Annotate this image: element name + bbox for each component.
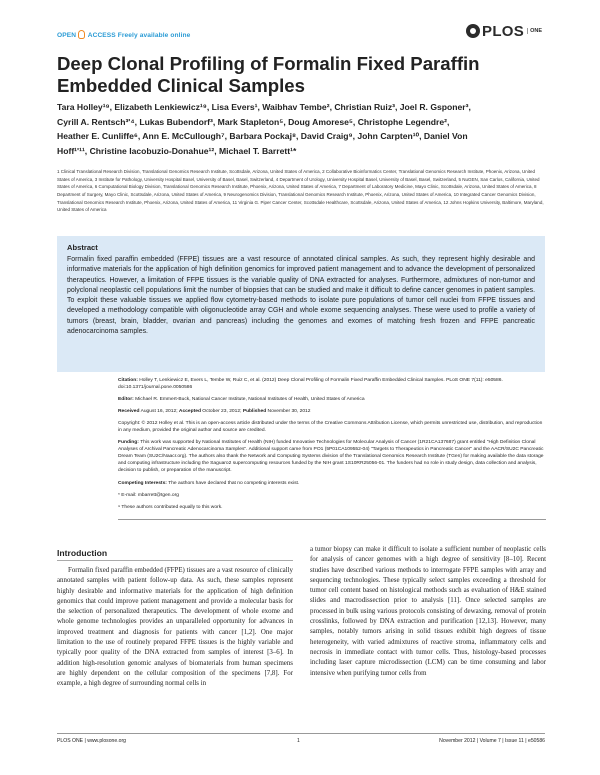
introduction-divider — [57, 560, 293, 561]
journal-logo-suffix: ONE — [527, 28, 542, 34]
introduction-heading: Introduction — [57, 548, 108, 558]
article-title: Deep Clonal Profiling of Formalin Fixed Paraffin Embedded Clinical Samples — [57, 53, 480, 96]
footer-divider — [57, 733, 545, 734]
accepted-label: Accepted — [178, 409, 201, 415]
dates — [118, 408, 546, 415]
editor-label: Editor: — [118, 397, 134, 403]
open-access-icon — [78, 30, 85, 39]
author-line: Heather E. Cunliffe⁶, Ann E. McCullough⁷, Barbara Pockaj⁸, David Craig⁹, John Carpten¹⁰, Daniel Von — [57, 131, 468, 142]
footer-journal: PLOS ONE | www.plosone.org — [57, 738, 126, 744]
funding-label: Funding: — [118, 440, 139, 446]
abstract-heading: Abstract — [67, 243, 98, 252]
citation — [118, 377, 546, 391]
metadata-divider — [118, 519, 546, 520]
journal-logo — [466, 22, 542, 40]
page-number: 1 — [297, 738, 300, 744]
funding — [118, 439, 546, 474]
competing-label: Competing Interests: — [118, 480, 167, 486]
body-paragraph: a tumor biopsy can make it difficult to isolate a sufficient number of neoplastic cells for analysis of cancer genomes with a high degree of sensitivity [8–10]. Recent studies have described various methods to interrogate FFPE samples with array and sequencing technologies. These typically select samples exceeding a threshold for tumor cell content based on histological methods such as evaluation of H&E stained slides and macrodissection prior to analysis [11]. Once selected samples are processed in bulk using various protocols consisting of dewaxing, removal of protein crosslinks, followed by DNA extraction and purification [12,13]. However, many samples, notably tumors arising in solid tissues exhibit high degrees of tissue heterogeneity, with varied admixtures of reactive stroma, inflammatory cells and necrosis in immediate contact with tumor cells. Thus, histology-based processes including laser capture microdissection (LCM) can be time consuming and labor intensive when purifying tumor cells from — [310, 546, 546, 677]
author-line: Tara Holley¹⁹, Elizabeth Lenkiewicz¹⁹, Lisa Evers¹, Waibhav Tembe², Christian Ruiz³, Joel R. Gsponer³, — [57, 102, 471, 112]
published-label: Published — [242, 409, 267, 415]
equal-contribution-note: ⁹ These authors contributed equally to this work. — [118, 504, 223, 510]
plos-logo-icon — [466, 24, 480, 38]
journal-logo-word: PLOS — [482, 22, 525, 40]
abstract-text: Formalin fixed paraffin embedded (FFPE) tissues are a vast resource of annotated clinical samples. As such, they represent highly desirable and informative materials for the application of high definition genomics for improved patient management and to advance the development of personalized therapeutics. However, a limitation of FFPE tissues is the variable quality of DNA extracted for analyses. Furthermore, admixtures of non-tumor and polyclonal neoplastic cell populations limit the number of biopsies that can be studied and make it difficult to define cancer genomes in patient samples. To exploit these valuable tissues we applied flow cytometry-based methods to isolate pure populations of tumor cell nuclei from FFPE tissues and developed a methodology compatible with oligonucleotide array CGH and whole exome sequencing analyses. These were used to profile a variety of tumors (breast, brain, bladder, ovarian and pancreas) including the genomes and exomes of matching fresh frozen and FFPE pancreatic adenocarcinoma samples. — [67, 256, 535, 336]
body-column-right — [310, 545, 546, 679]
copyright: Copyright: © 2012 Holley et al. This is an open-access article distributed under the terms of the Creative Commons Attribution License, which permits unrestricted use, distribution, and reproduction in any medium, provided the original author and source are credited. — [118, 421, 543, 434]
corresponding-email: * E-mail: mbarrett@tgen.org — [118, 492, 179, 498]
footer-issue: November 2012 | Volume 7 | Issue 11 | e50586 — [439, 738, 545, 744]
body-paragraph: Formalin fixed paraffin embedded (FFPE) tissues are a vast resource of clinically annotated samples with patient follow-up data. As such, these samples represent highly desirable and informative materials for the application of high definition genomics that could improve patient management and provide a molecular basis for the selection of personalized therapeutics. The development of whole exome and whole genome technologies provides an unparalleled opportunity for advances in improved treatment and diagnosis for patients with cancer [1,2]. One major limitation to the use of routinely prepared FFPE tissues is the highly variable and typically poor quality of the DNA extracted from samples of interest [3–6]. In addition high-resolution genomic analyses of biomaterials from human specimens are highly dependent on the cellular composition of the specimens [7,8]. For example, a high degree of surrounding normal cells in — [57, 567, 293, 688]
affiliations: 1 Clinical Translational Research Division, Translational Genomics Research Institute, Scottsdale, Arizona, United States of America, 2 Collaborative Bioinformatics Center, Translational Genomics Research Institute, Phoenix, Arizona, United States of America, 3 Institute for Pathology, University Hospital Basel, University of Basel, Basel, Switzerland, 4 Department of Urology, University Hospital Basel, University of Basel, Basel, Switzerland, 5 NuGEN, San Carlos, California, United States of America, 6 Computational Biology Division, Translational Genomics Research Institute, Phoenix, Arizona, United States of America, 7 Department of Laboratory Medicine, Mayo Clinic, Scottsdale, Arizona, United States of America, 8 Department of Surgery, Mayo Clinic, Scottsdale, Arizona, United States of America, 9 Neurogenomics Division, Translational Genomics Research Institute, Phoenix, Arizona, United States of America, 10 Integrated Cancer Genomics Division, Translational Genomics Research Institute, Phoenix, Arizona, United States of America, 11 Virginia G. Piper Cancer Center, Scottsdale Healthcare, Scottsdale, Arizona, United States of America, 12 Johns Hopkins University, Baltimore, Maryland, United States of America — [57, 169, 544, 213]
citation-label: Citation: — [118, 378, 138, 383]
abstract-box — [57, 236, 545, 372]
editor-text: Michael R. Emmert-Buck, National Cancer Institute, National Institutes of Health, United States of America — [135, 397, 365, 403]
received-label: Received — [118, 409, 140, 415]
competing-text: The authors have declared that no competing interests exist. — [168, 480, 300, 486]
accepted-date: October 23, 2012; — [202, 409, 242, 415]
funding-text: This work was supported by National Institutes of Health (NIH) funded Innovative Technologies for Molecular Analysis of Cancer (1R21CA137687) grant entitled "High Definition Clonal Analyses of Archival Pancreatic Adenocarcinoma Samples". Additional support came from PO1 (5P01CA109552-04) "Targets to Therapeutics in Pancreatic Cancer" and the AACR/SU2C Pancreatic Dream Team (SU2C/Naacr.org). The authors also thank the Network and Computing Systems division of the Translational Genomics Research Institute (TGen) for making available the data storage and computing infrastructure including the Saguaro2 supercomputing resources funded by the NIH grant 1S10RR25056-01. The funders had no role in study design, data collection and analysis, decision to publish, or preparation of the manuscript. — [118, 440, 544, 474]
competing-interests — [118, 480, 546, 487]
published-date: November 30, 2012 — [267, 409, 311, 415]
editor — [118, 396, 546, 403]
article-metadata — [118, 377, 546, 511]
author-list — [57, 100, 547, 158]
citation-text: Holley T, Lenkiewicz E, Evers L, Tembe W, Ruiz C, et al. (2012) Deep Clonal Profiling of Formalin Fixed Paraffin Embedded Clinical Samples. PLoS ONE 7(11): e50586. doi:10.1371/journal.pone.0050586 — [118, 378, 503, 391]
author-line: Hoff¹'¹¹, Christine Iacobuzio-Donahue¹², Michael T. Barrett¹* — [57, 145, 297, 156]
open-access-text: ACCESS Freely available online — [87, 32, 191, 39]
author-line: Cyrill A. Rentsch³'⁴, Lukas Bubendorf³, Mark Stapleton⁵, Doug Amorese⁵, Christophe Legendre², — [57, 116, 450, 127]
received-date: August 16, 2012; — [140, 409, 178, 415]
open-access-banner — [57, 30, 190, 39]
body-column-left — [57, 566, 293, 690]
open-access-label: OPEN — [57, 32, 77, 39]
